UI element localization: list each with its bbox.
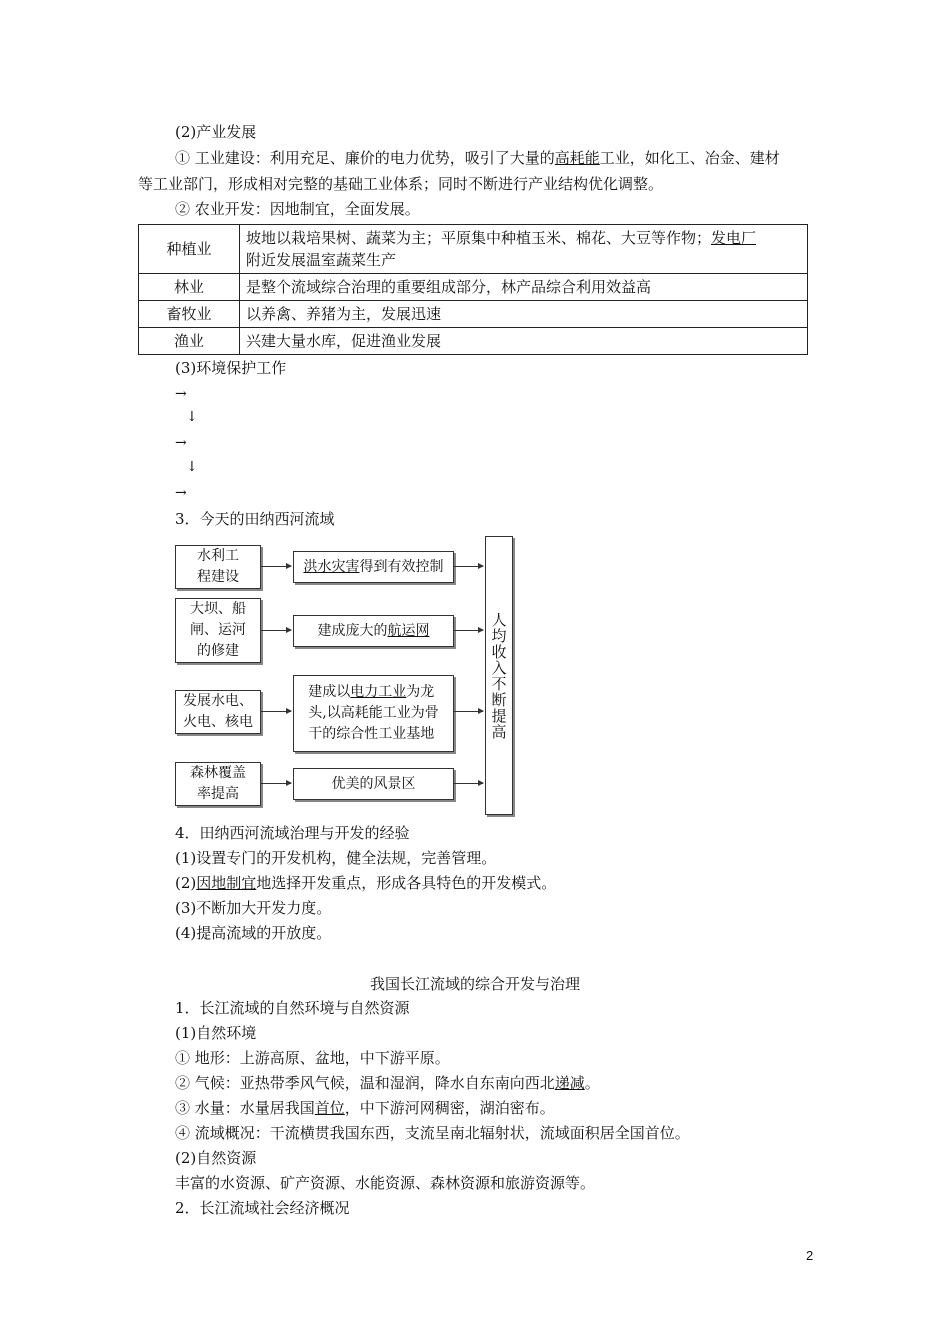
section-heading-industry: (2)产业发展 xyxy=(175,123,257,141)
arrow-right-icon xyxy=(261,783,291,784)
table-cell-category: 种植业 xyxy=(139,225,240,274)
arrow-down-icon: ↓ xyxy=(186,459,198,475)
agriculture-table xyxy=(138,224,808,355)
arrow-right-icon xyxy=(261,711,291,712)
arrow-right-icon: → xyxy=(175,485,187,501)
arrow-right-icon: → xyxy=(175,435,187,451)
yangtze-basin: ④ 流域概况：干流横贯我国东西，支流呈南北辐射状，流域面积居全国首位。 xyxy=(175,1124,690,1142)
yangtze-resources: 丰富的水资源、矿产资源、水能资源、森林资源和旅游资源等。 xyxy=(175,1174,596,1192)
yangtze-subheading-resources: (2)自然资源 xyxy=(175,1149,257,1167)
result-box-shipping-network: 建成庞大的航运网 xyxy=(293,615,454,647)
table-row xyxy=(139,328,808,355)
arrow-right-icon xyxy=(454,783,483,784)
industry-paragraph-line2: 等工业部门，形成相对完整的基础工业体系；同时不断进行产业结构优化调整。 xyxy=(138,175,664,193)
industry-paragraph-line1: ① 工业建设：利用充足、廉价的电力优势，吸引了大量的高耗能工业，如化工、冶金、建材 xyxy=(175,149,780,167)
yangtze-terrain: ① 地形：上游高原、盆地，中下游平原。 xyxy=(175,1049,450,1067)
page-number: 2 xyxy=(806,1248,814,1263)
experience-item-4: (4)提高流域的开放度。 xyxy=(175,924,332,942)
arrow-right-icon xyxy=(454,566,483,567)
outcome-box-income-rise: 人均收入不断提高 xyxy=(485,536,513,815)
yangtze-section-title: 我国长江流域的综合开发与治理 xyxy=(369,975,580,993)
table-cell-description: 以养禽、养猪为主，发展迅速 xyxy=(240,301,808,328)
result-box-industrial-base: 建成以电力工业为龙 头,以高耗能工业为骨 干的综合性工业基地 xyxy=(293,675,454,752)
yangtze-heading-1: 1．长江流域的自然环境与自然资源 xyxy=(175,999,410,1017)
experience-item-3: (3)不断加大开发力度。 xyxy=(175,899,332,917)
table-row xyxy=(139,274,808,301)
cause-box-dams-locks-canals: 大坝、船 闸、运河 的修建 xyxy=(175,598,261,663)
experience-item-1: (1)设置专门的开发机构，健全法规，完善管理。 xyxy=(175,849,497,867)
table-row xyxy=(139,225,808,274)
yangtze-water: ③ 水量：水量居我国首位，中下游河网稠密，湖泊密布。 xyxy=(175,1099,555,1117)
arrow-right-icon xyxy=(261,630,291,631)
yangtze-subheading-environment: (1)自然环境 xyxy=(175,1024,257,1042)
table-cell-category: 畜牧业 xyxy=(139,301,240,328)
table-cell-description: 兴建大量水库，促进渔业发展 xyxy=(240,328,808,355)
cause-box-power-generation: 发展水电、 火电、核电 xyxy=(175,690,261,734)
section-heading-experience: 4．田纳西河流域治理与开发的经验 xyxy=(175,824,410,842)
arrow-right-icon xyxy=(454,630,483,631)
result-box-scenic-area: 优美的风景区 xyxy=(293,768,454,800)
arrow-down-icon: ↓ xyxy=(186,409,198,425)
arrow-right-icon xyxy=(454,711,483,712)
result-box-flood-control: 洪水灾害得到有效控制 xyxy=(293,551,454,583)
section-heading-today: 3．今天的田纳西河流域 xyxy=(175,510,335,528)
experience-item-2: (2)因地制宜地选择开发重点，形成各具特色的开发模式。 xyxy=(175,874,557,892)
arrow-right-icon: → xyxy=(175,386,187,402)
table-row xyxy=(139,301,808,328)
section-heading-environment: (3)环境保护工作 xyxy=(175,359,287,377)
arrow-right-icon xyxy=(261,566,291,567)
yangtze-heading-2: 2．长江流域社会经济概况 xyxy=(175,1199,350,1217)
table-cell-description: 坡地以栽培果树、蔬菜为主；平原集中种植玉米、棉花、大豆等作物；发电厂 附近发展温室蔬菜生产 xyxy=(240,225,808,274)
yangtze-climate: ② 气候：亚热带季风气候，温和湿润，降水自东南向西北递减。 xyxy=(175,1074,600,1092)
agriculture-intro: ② 农业开发：因地制宜，全面发展。 xyxy=(175,200,420,218)
cause-box-water-projects: 水利工 程建设 xyxy=(175,545,261,589)
table-cell-category: 林业 xyxy=(139,274,240,301)
cause-box-forest-coverage: 森林覆盖 率提高 xyxy=(175,762,261,806)
table-cell-description: 是整个流域综合治理的重要组成部分，林产品综合利用效益高 xyxy=(240,274,808,301)
table-cell-category: 渔业 xyxy=(139,328,240,355)
